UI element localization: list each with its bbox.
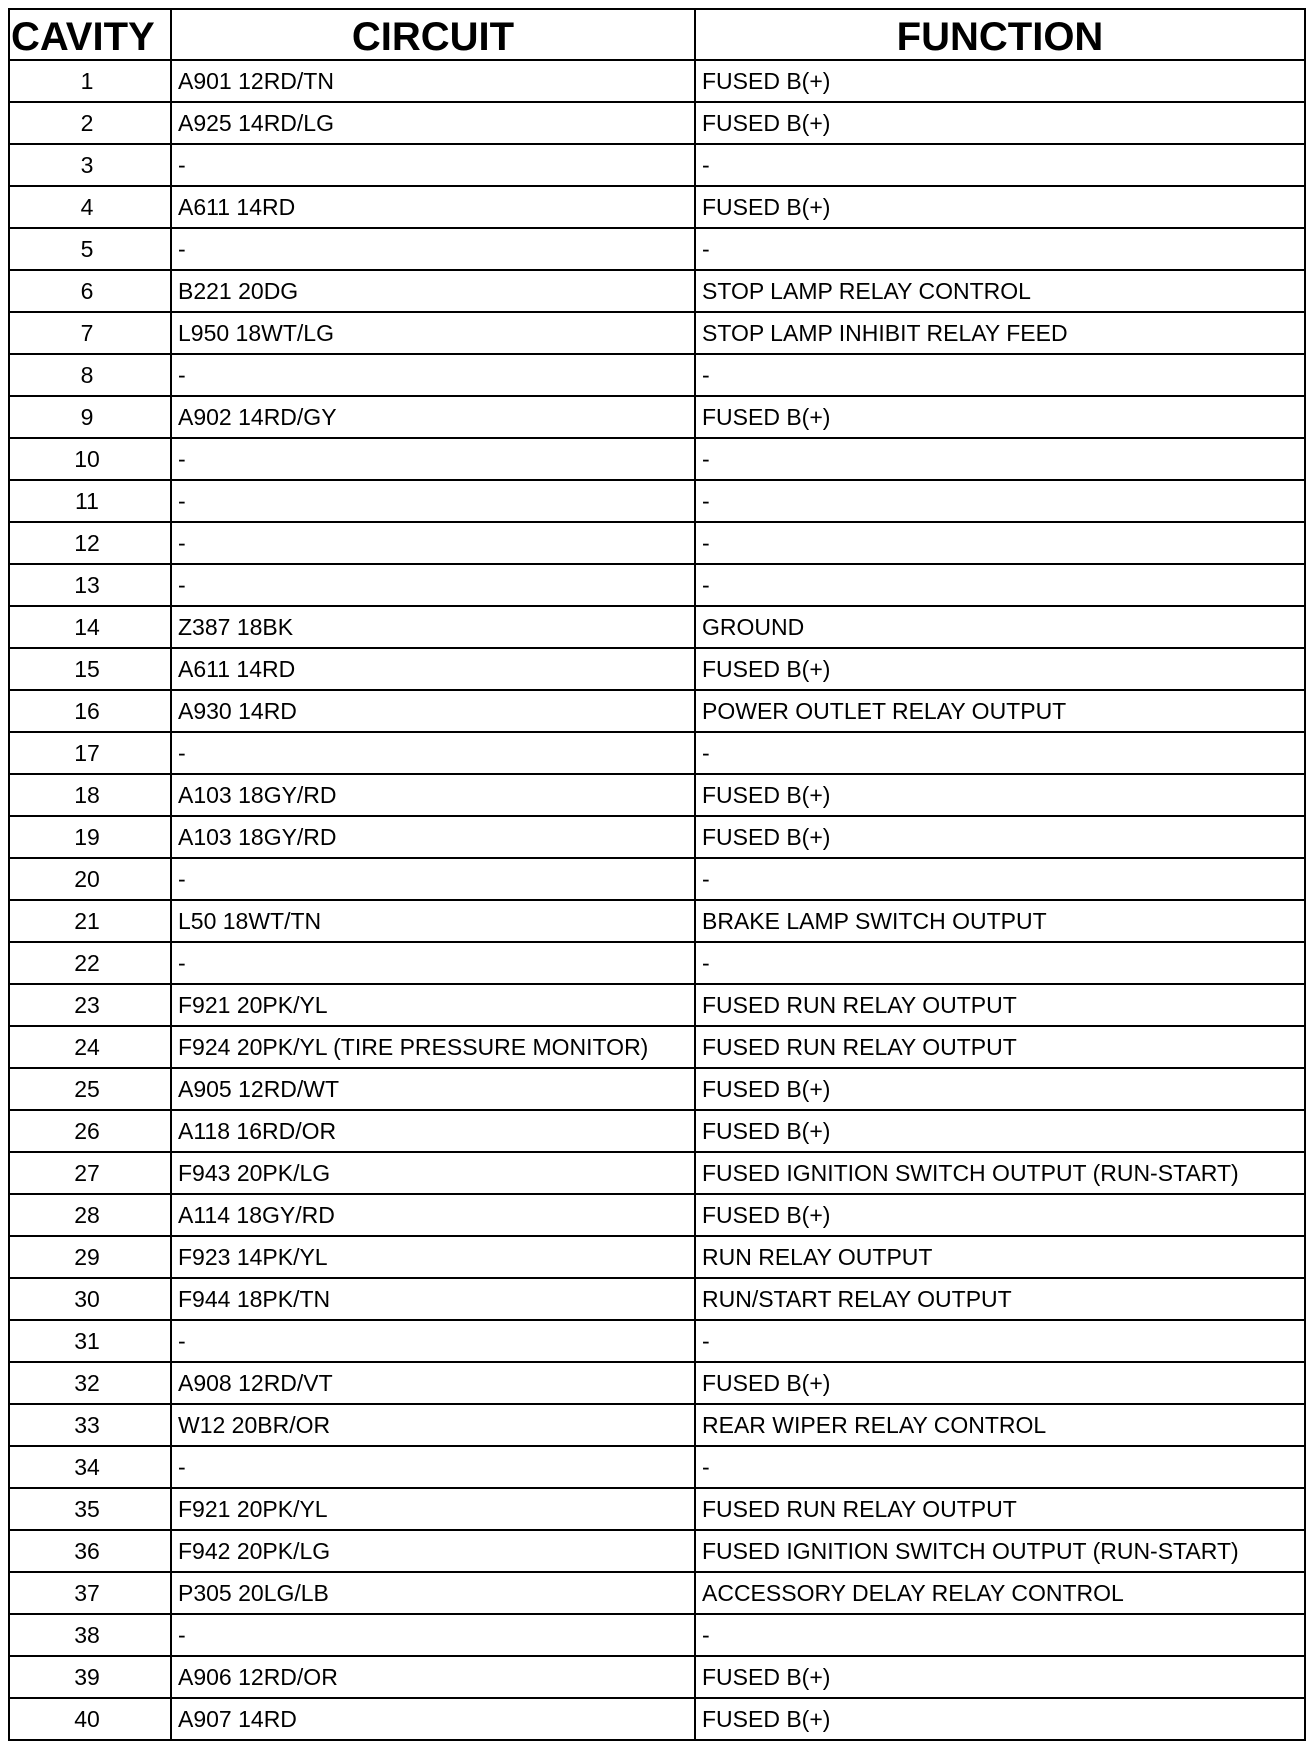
- column-header-cavity: CAVITY: [9, 9, 171, 60]
- circuit-cell: -: [171, 1320, 695, 1362]
- function-cell: -: [695, 732, 1305, 774]
- cavity-cell: 11: [9, 480, 171, 522]
- table-row: [9, 690, 1305, 732]
- function-cell: -: [695, 1614, 1305, 1656]
- function-cell: STOP LAMP INHIBIT RELAY FEED: [695, 312, 1305, 354]
- circuit-cell: F921 20PK/YL: [171, 1488, 695, 1530]
- circuit-cell: -: [171, 1614, 695, 1656]
- function-cell: RUN/START RELAY OUTPUT: [695, 1278, 1305, 1320]
- table-row: [9, 1110, 1305, 1152]
- function-cell: -: [695, 942, 1305, 984]
- circuit-cell: A901 12RD/TN: [171, 60, 695, 102]
- function-cell: FUSED RUN RELAY OUTPUT: [695, 1488, 1305, 1530]
- table-row: [9, 774, 1305, 816]
- table-row: [9, 900, 1305, 942]
- circuit-cell: -: [171, 564, 695, 606]
- function-cell: FUSED B(+): [695, 1110, 1305, 1152]
- function-cell: FUSED B(+): [695, 60, 1305, 102]
- table-row: [9, 1446, 1305, 1488]
- circuit-cell: -: [171, 144, 695, 186]
- cavity-cell: 22: [9, 942, 171, 984]
- function-cell: POWER OUTLET RELAY OUTPUT: [695, 690, 1305, 732]
- circuit-cell: L50 18WT/TN: [171, 900, 695, 942]
- function-cell: ACCESSORY DELAY RELAY CONTROL: [695, 1572, 1305, 1614]
- circuit-cell: P305 20LG/LB: [171, 1572, 695, 1614]
- cavity-cell: 19: [9, 816, 171, 858]
- table-row: [9, 102, 1305, 144]
- circuit-cell: A908 12RD/VT: [171, 1362, 695, 1404]
- table-row: [9, 942, 1305, 984]
- cavity-cell: 10: [9, 438, 171, 480]
- cavity-cell: 36: [9, 1530, 171, 1572]
- circuit-cell: A118 16RD/OR: [171, 1110, 695, 1152]
- cavity-cell: 3: [9, 144, 171, 186]
- cavity-cell: 1: [9, 60, 171, 102]
- circuit-cell: A114 18GY/RD: [171, 1194, 695, 1236]
- function-cell: RUN RELAY OUTPUT: [695, 1236, 1305, 1278]
- circuit-cell: F924 20PK/YL (TIRE PRESSURE MONITOR): [171, 1026, 695, 1068]
- table-row: [9, 858, 1305, 900]
- cavity-cell: 27: [9, 1152, 171, 1194]
- function-cell: FUSED B(+): [695, 186, 1305, 228]
- table-row: [9, 1572, 1305, 1614]
- circuit-cell: A907 14RD: [171, 1698, 695, 1740]
- function-cell: -: [695, 438, 1305, 480]
- function-cell: REAR WIPER RELAY CONTROL: [695, 1404, 1305, 1446]
- circuit-cell: A103 18GY/RD: [171, 816, 695, 858]
- connector-pinout-table: [8, 8, 1306, 1741]
- function-cell: STOP LAMP RELAY CONTROL: [695, 270, 1305, 312]
- circuit-cell: A611 14RD: [171, 648, 695, 690]
- table-row: [9, 1068, 1305, 1110]
- circuit-cell: F921 20PK/YL: [171, 984, 695, 1026]
- table-row: [9, 522, 1305, 564]
- function-cell: FUSED IGNITION SWITCH OUTPUT (RUN-START): [695, 1530, 1305, 1572]
- table-row: [9, 1698, 1305, 1740]
- cavity-cell: 6: [9, 270, 171, 312]
- table-row: [9, 1404, 1305, 1446]
- table-row: [9, 1320, 1305, 1362]
- table-row: [9, 438, 1305, 480]
- circuit-cell: A902 14RD/GY: [171, 396, 695, 438]
- table-row: [9, 312, 1305, 354]
- function-cell: FUSED B(+): [695, 648, 1305, 690]
- function-cell: FUSED B(+): [695, 1362, 1305, 1404]
- table-row: [9, 228, 1305, 270]
- cavity-cell: 4: [9, 186, 171, 228]
- function-cell: -: [695, 522, 1305, 564]
- cavity-cell: 29: [9, 1236, 171, 1278]
- column-header-circuit: CIRCUIT: [171, 9, 695, 60]
- cavity-cell: 16: [9, 690, 171, 732]
- circuit-cell: -: [171, 942, 695, 984]
- circuit-cell: F943 20PK/LG: [171, 1152, 695, 1194]
- cavity-cell: 15: [9, 648, 171, 690]
- table-row: [9, 1362, 1305, 1404]
- function-cell: FUSED B(+): [695, 1194, 1305, 1236]
- function-cell: -: [695, 1320, 1305, 1362]
- table-row: [9, 816, 1305, 858]
- cavity-cell: 26: [9, 1110, 171, 1152]
- cavity-cell: 38: [9, 1614, 171, 1656]
- cavity-cell: 31: [9, 1320, 171, 1362]
- cavity-cell: 35: [9, 1488, 171, 1530]
- function-cell: FUSED B(+): [695, 1698, 1305, 1740]
- header-row: [9, 9, 1305, 60]
- cavity-cell: 39: [9, 1656, 171, 1698]
- function-cell: -: [695, 144, 1305, 186]
- table-row: [9, 1152, 1305, 1194]
- circuit-cell: F923 14PK/YL: [171, 1236, 695, 1278]
- function-cell: BRAKE LAMP SWITCH OUTPUT: [695, 900, 1305, 942]
- circuit-cell: A925 14RD/LG: [171, 102, 695, 144]
- function-cell: -: [695, 480, 1305, 522]
- function-cell: GROUND: [695, 606, 1305, 648]
- function-cell: -: [695, 1446, 1305, 1488]
- circuit-cell: W12 20BR/OR: [171, 1404, 695, 1446]
- cavity-cell: 24: [9, 1026, 171, 1068]
- table-row: [9, 564, 1305, 606]
- table-row: [9, 270, 1305, 312]
- table-row: [9, 396, 1305, 438]
- cavity-cell: 28: [9, 1194, 171, 1236]
- function-cell: FUSED B(+): [695, 1656, 1305, 1698]
- circuit-cell: A611 14RD: [171, 186, 695, 228]
- table-row: [9, 1194, 1305, 1236]
- function-cell: FUSED B(+): [695, 1068, 1305, 1110]
- circuit-cell: B221 20DG: [171, 270, 695, 312]
- table-header: [9, 9, 1305, 60]
- circuit-cell: A930 14RD: [171, 690, 695, 732]
- cavity-cell: 21: [9, 900, 171, 942]
- cavity-cell: 7: [9, 312, 171, 354]
- circuit-cell: -: [171, 1446, 695, 1488]
- circuit-cell: -: [171, 858, 695, 900]
- function-cell: -: [695, 858, 1305, 900]
- function-cell: FUSED RUN RELAY OUTPUT: [695, 984, 1305, 1026]
- function-cell: -: [695, 354, 1305, 396]
- circuit-cell: L950 18WT/LG: [171, 312, 695, 354]
- circuit-cell: F942 20PK/LG: [171, 1530, 695, 1572]
- cavity-cell: 8: [9, 354, 171, 396]
- table-body: [9, 60, 1305, 1740]
- cavity-cell: 9: [9, 396, 171, 438]
- table-row: [9, 984, 1305, 1026]
- circuit-cell: Z387 18BK: [171, 606, 695, 648]
- cavity-cell: 13: [9, 564, 171, 606]
- cavity-cell: 30: [9, 1278, 171, 1320]
- cavity-cell: 32: [9, 1362, 171, 1404]
- table-row: [9, 144, 1305, 186]
- table-row: [9, 1530, 1305, 1572]
- table-row: [9, 1614, 1305, 1656]
- cavity-cell: 12: [9, 522, 171, 564]
- table-row: [9, 1278, 1305, 1320]
- table-row: [9, 1656, 1305, 1698]
- cavity-cell: 14: [9, 606, 171, 648]
- circuit-cell: -: [171, 480, 695, 522]
- cavity-cell: 5: [9, 228, 171, 270]
- table-row: [9, 732, 1305, 774]
- circuit-cell: -: [171, 522, 695, 564]
- table-row: [9, 186, 1305, 228]
- table-row: [9, 1488, 1305, 1530]
- table-row: [9, 60, 1305, 102]
- function-cell: -: [695, 228, 1305, 270]
- connector-pinout-sheet: [8, 8, 1304, 1741]
- function-cell: FUSED B(+): [695, 396, 1305, 438]
- circuit-cell: -: [171, 438, 695, 480]
- function-cell: FUSED B(+): [695, 774, 1305, 816]
- table-row: [9, 480, 1305, 522]
- table-row: [9, 1026, 1305, 1068]
- function-cell: FUSED B(+): [695, 816, 1305, 858]
- cavity-cell: 18: [9, 774, 171, 816]
- circuit-cell: F944 18PK/TN: [171, 1278, 695, 1320]
- circuit-cell: A905 12RD/WT: [171, 1068, 695, 1110]
- function-cell: -: [695, 564, 1305, 606]
- circuit-cell: A103 18GY/RD: [171, 774, 695, 816]
- column-header-function: FUNCTION: [695, 9, 1305, 60]
- cavity-cell: 37: [9, 1572, 171, 1614]
- cavity-cell: 23: [9, 984, 171, 1026]
- cavity-cell: 34: [9, 1446, 171, 1488]
- function-cell: FUSED RUN RELAY OUTPUT: [695, 1026, 1305, 1068]
- cavity-cell: 33: [9, 1404, 171, 1446]
- table-row: [9, 1236, 1305, 1278]
- table-row: [9, 354, 1305, 396]
- cavity-cell: 17: [9, 732, 171, 774]
- circuit-cell: A906 12RD/OR: [171, 1656, 695, 1698]
- table-row: [9, 606, 1305, 648]
- cavity-cell: 2: [9, 102, 171, 144]
- cavity-cell: 20: [9, 858, 171, 900]
- function-cell: FUSED B(+): [695, 102, 1305, 144]
- cavity-cell: 25: [9, 1068, 171, 1110]
- cavity-cell: 40: [9, 1698, 171, 1740]
- table-row: [9, 648, 1305, 690]
- circuit-cell: -: [171, 732, 695, 774]
- circuit-cell: -: [171, 354, 695, 396]
- circuit-cell: -: [171, 228, 695, 270]
- function-cell: FUSED IGNITION SWITCH OUTPUT (RUN-START): [695, 1152, 1305, 1194]
